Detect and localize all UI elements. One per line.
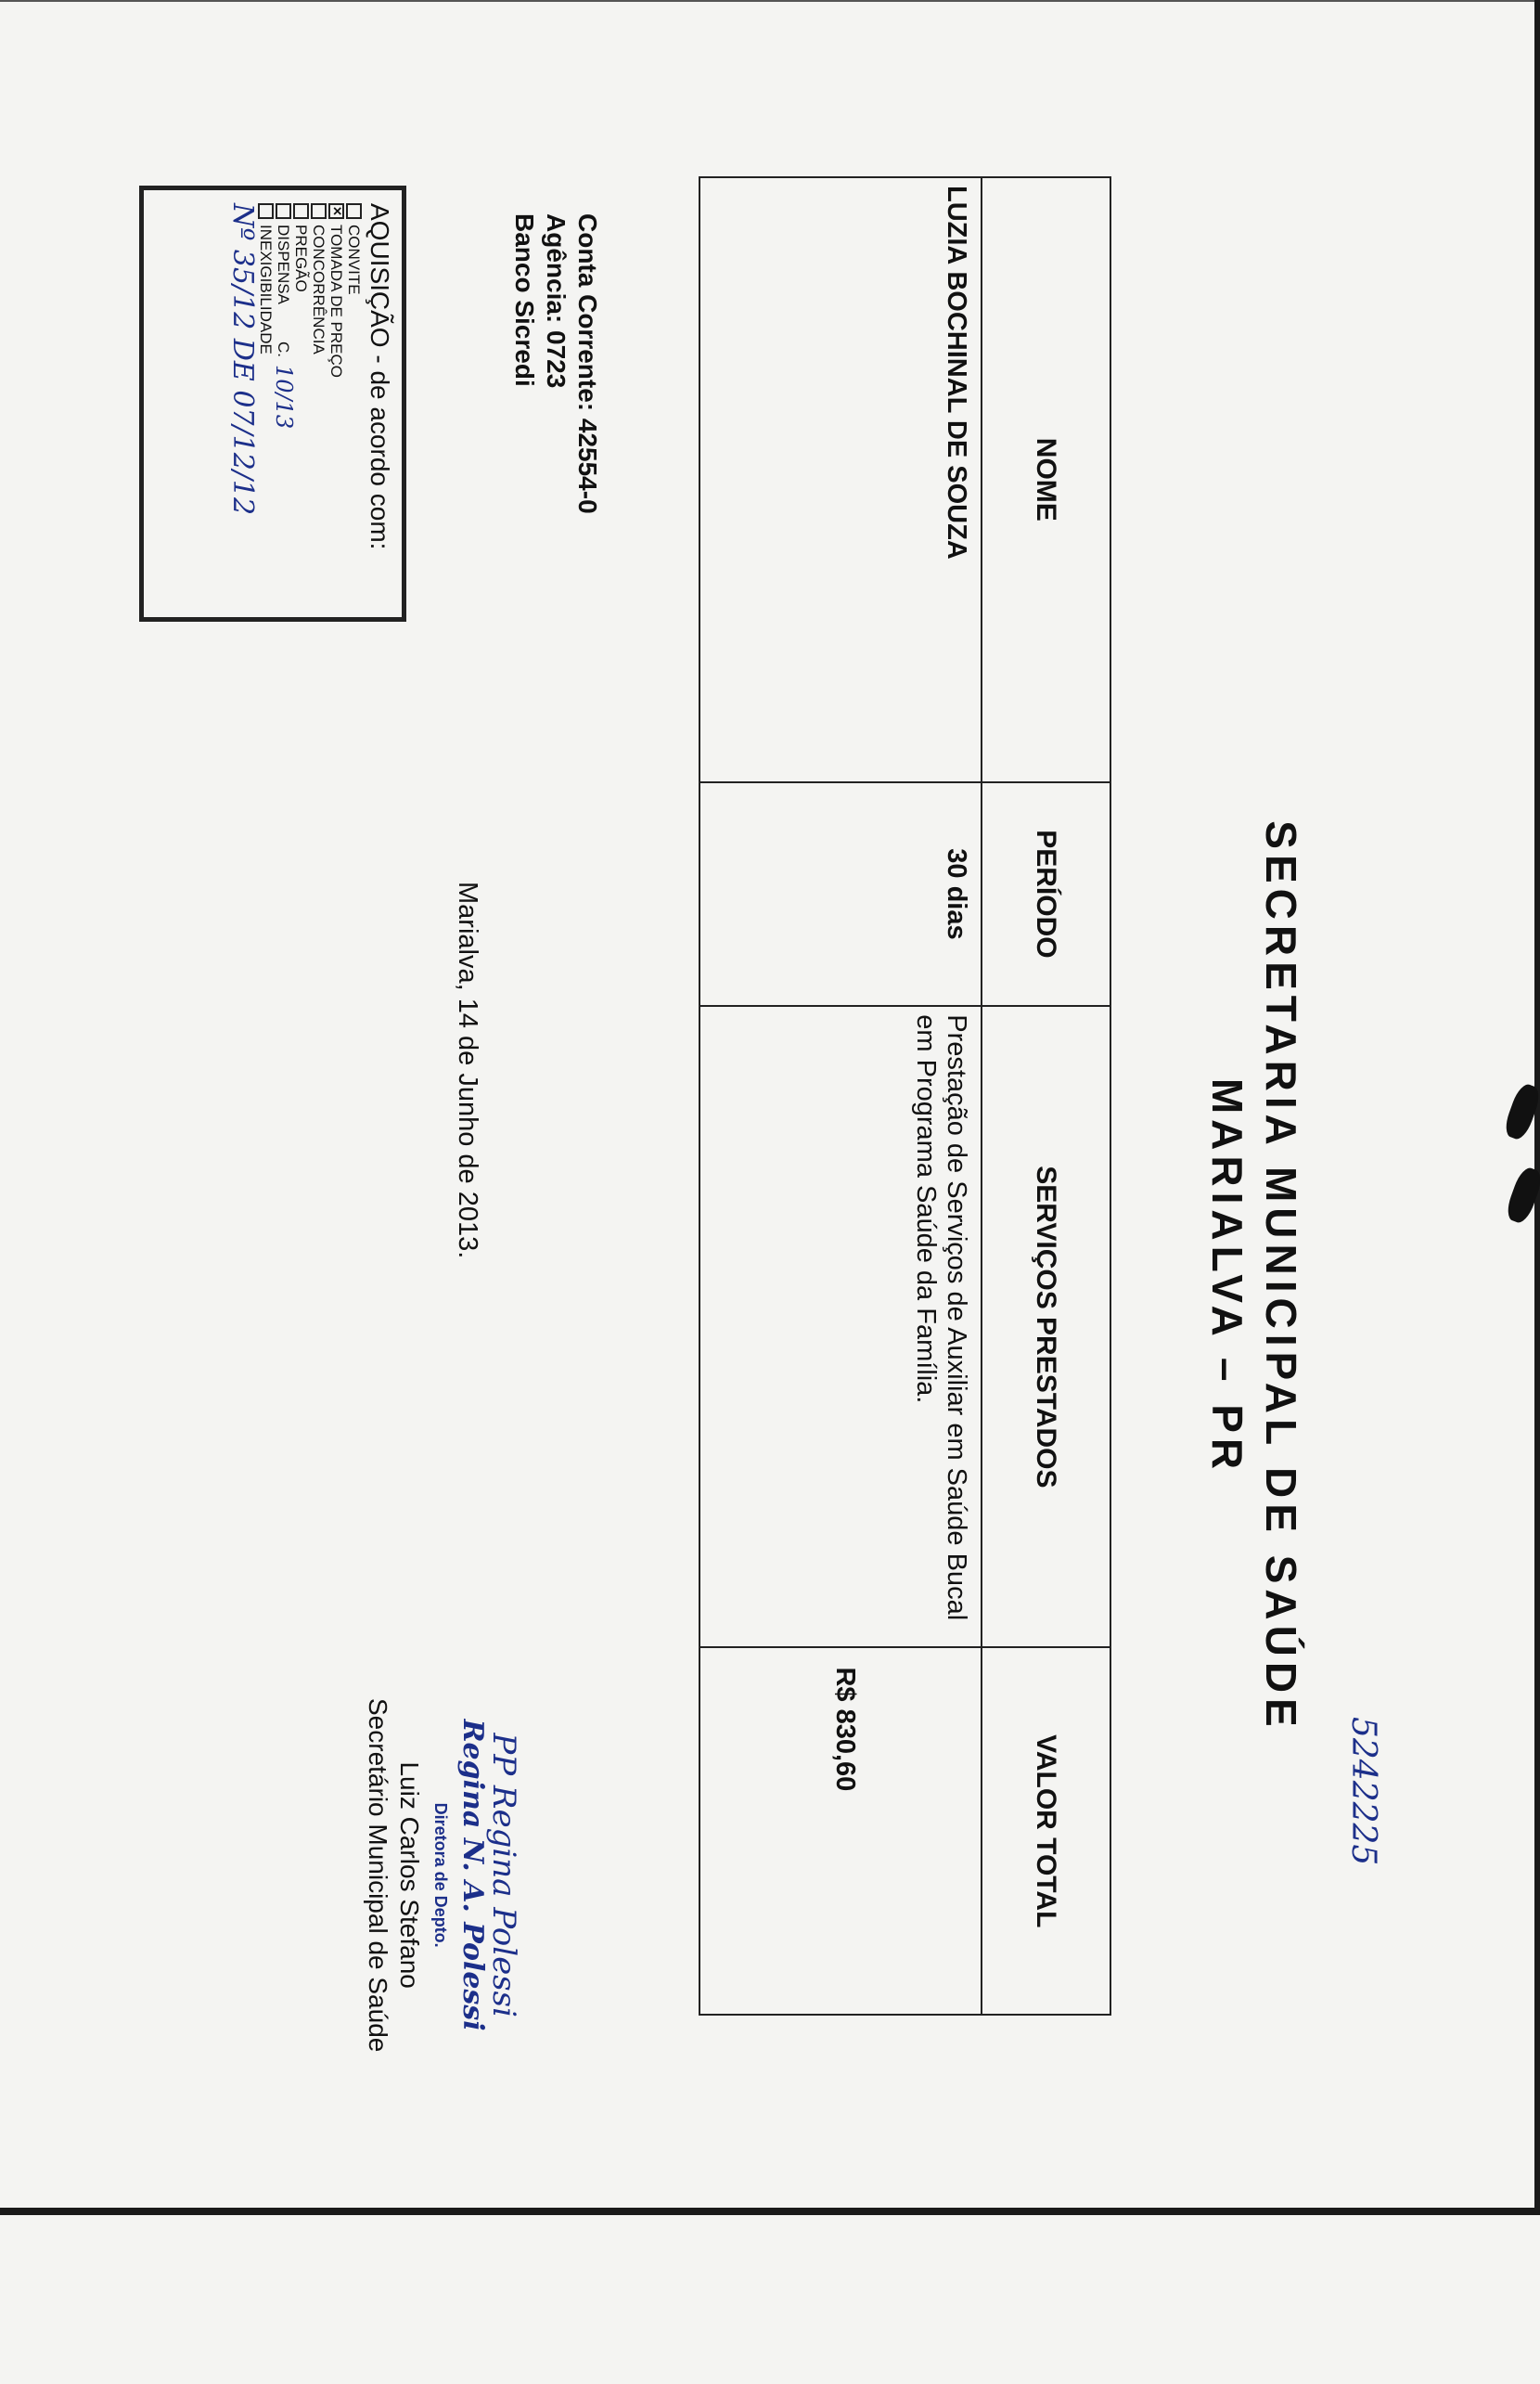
acquisition-stamp (139, 186, 406, 622)
bank-account: Conta Corrente: 42554-0 (573, 213, 602, 514)
stamp-c-value: 10/13 (271, 364, 297, 430)
table-row (699, 177, 982, 2015)
column-header-periodo: PERÍODO (982, 782, 1110, 1007)
cell-valor: R$ 830,60 (699, 1647, 982, 2015)
signatory-name: Luiz Carlos Stefano (395, 1761, 424, 1989)
signatory-role: Secretário Municipal de Saúde (364, 1698, 392, 2053)
stamp-option-label: INEXIGIBILIDADE (257, 225, 275, 354)
checkbox-icon (258, 203, 274, 219)
checkbox-icon (276, 203, 291, 219)
header-subtitle: MARIALVA – PR (1203, 1077, 1251, 1476)
stamp-option (310, 203, 327, 604)
cell-servicos: Prestação de Serviços de Auxiliar em Saúde Bucal em Programa Saúde da Família. (699, 1006, 982, 1647)
handwritten-signature: PP Regina Polessi (485, 1733, 522, 2017)
stamp-option (271, 203, 297, 604)
stamp-option-label: TOMADA DE PREÇO (327, 225, 345, 378)
signature-stamp-role: Diretora de Depto. (431, 1802, 450, 1948)
bank-info (508, 213, 603, 514)
bank-agency: Agência: 0723 (542, 213, 571, 389)
checkbox-icon (346, 203, 362, 219)
stamp-title: AQUISIÇÃO - de acordo com: (366, 203, 394, 550)
signature-block (362, 1698, 520, 2052)
stamp-option-label: CONCORRÊNCIA (310, 225, 327, 354)
bank-name: Banco Sicredi (510, 213, 539, 387)
stamp-process-number: Nº 35/12 DE 07/12/12 (226, 203, 259, 516)
column-header-nome: NOME (982, 177, 1110, 782)
cell-nome: LUZIA BOCHINAL DE SOUZA (699, 177, 982, 782)
checkbox-icon (293, 203, 309, 219)
signature-stamp-name: Regina N. A. Polessi (456, 1719, 489, 2031)
document-date: Marialva, 14 de Junho de 2013. (453, 882, 482, 1259)
header-title: SECRETARIA MUNICIPAL DE SAÚDE (1257, 820, 1305, 1733)
document-number: 5242225 (1344, 1717, 1382, 1866)
stamp-option-label: DISPENSA (275, 225, 292, 304)
stamp-option (327, 203, 345, 604)
cell-periodo: 30 dias (699, 782, 982, 1007)
column-header-servicos: SERVIÇOS PRESTADOS (982, 1006, 1110, 1647)
stamp-option-label: CONVITE (345, 225, 363, 295)
stamp-option-label: PREGÃO (292, 225, 310, 292)
checkbox-checked-icon: ✕ (328, 203, 344, 219)
checkbox-icon (311, 203, 327, 219)
table-header-row (982, 177, 1110, 2015)
services-table (699, 176, 1111, 2016)
stamp-option (345, 203, 363, 604)
stamp-c-prefix: C. (275, 341, 292, 357)
column-header-valor: VALOR TOTAL (982, 1647, 1110, 2015)
